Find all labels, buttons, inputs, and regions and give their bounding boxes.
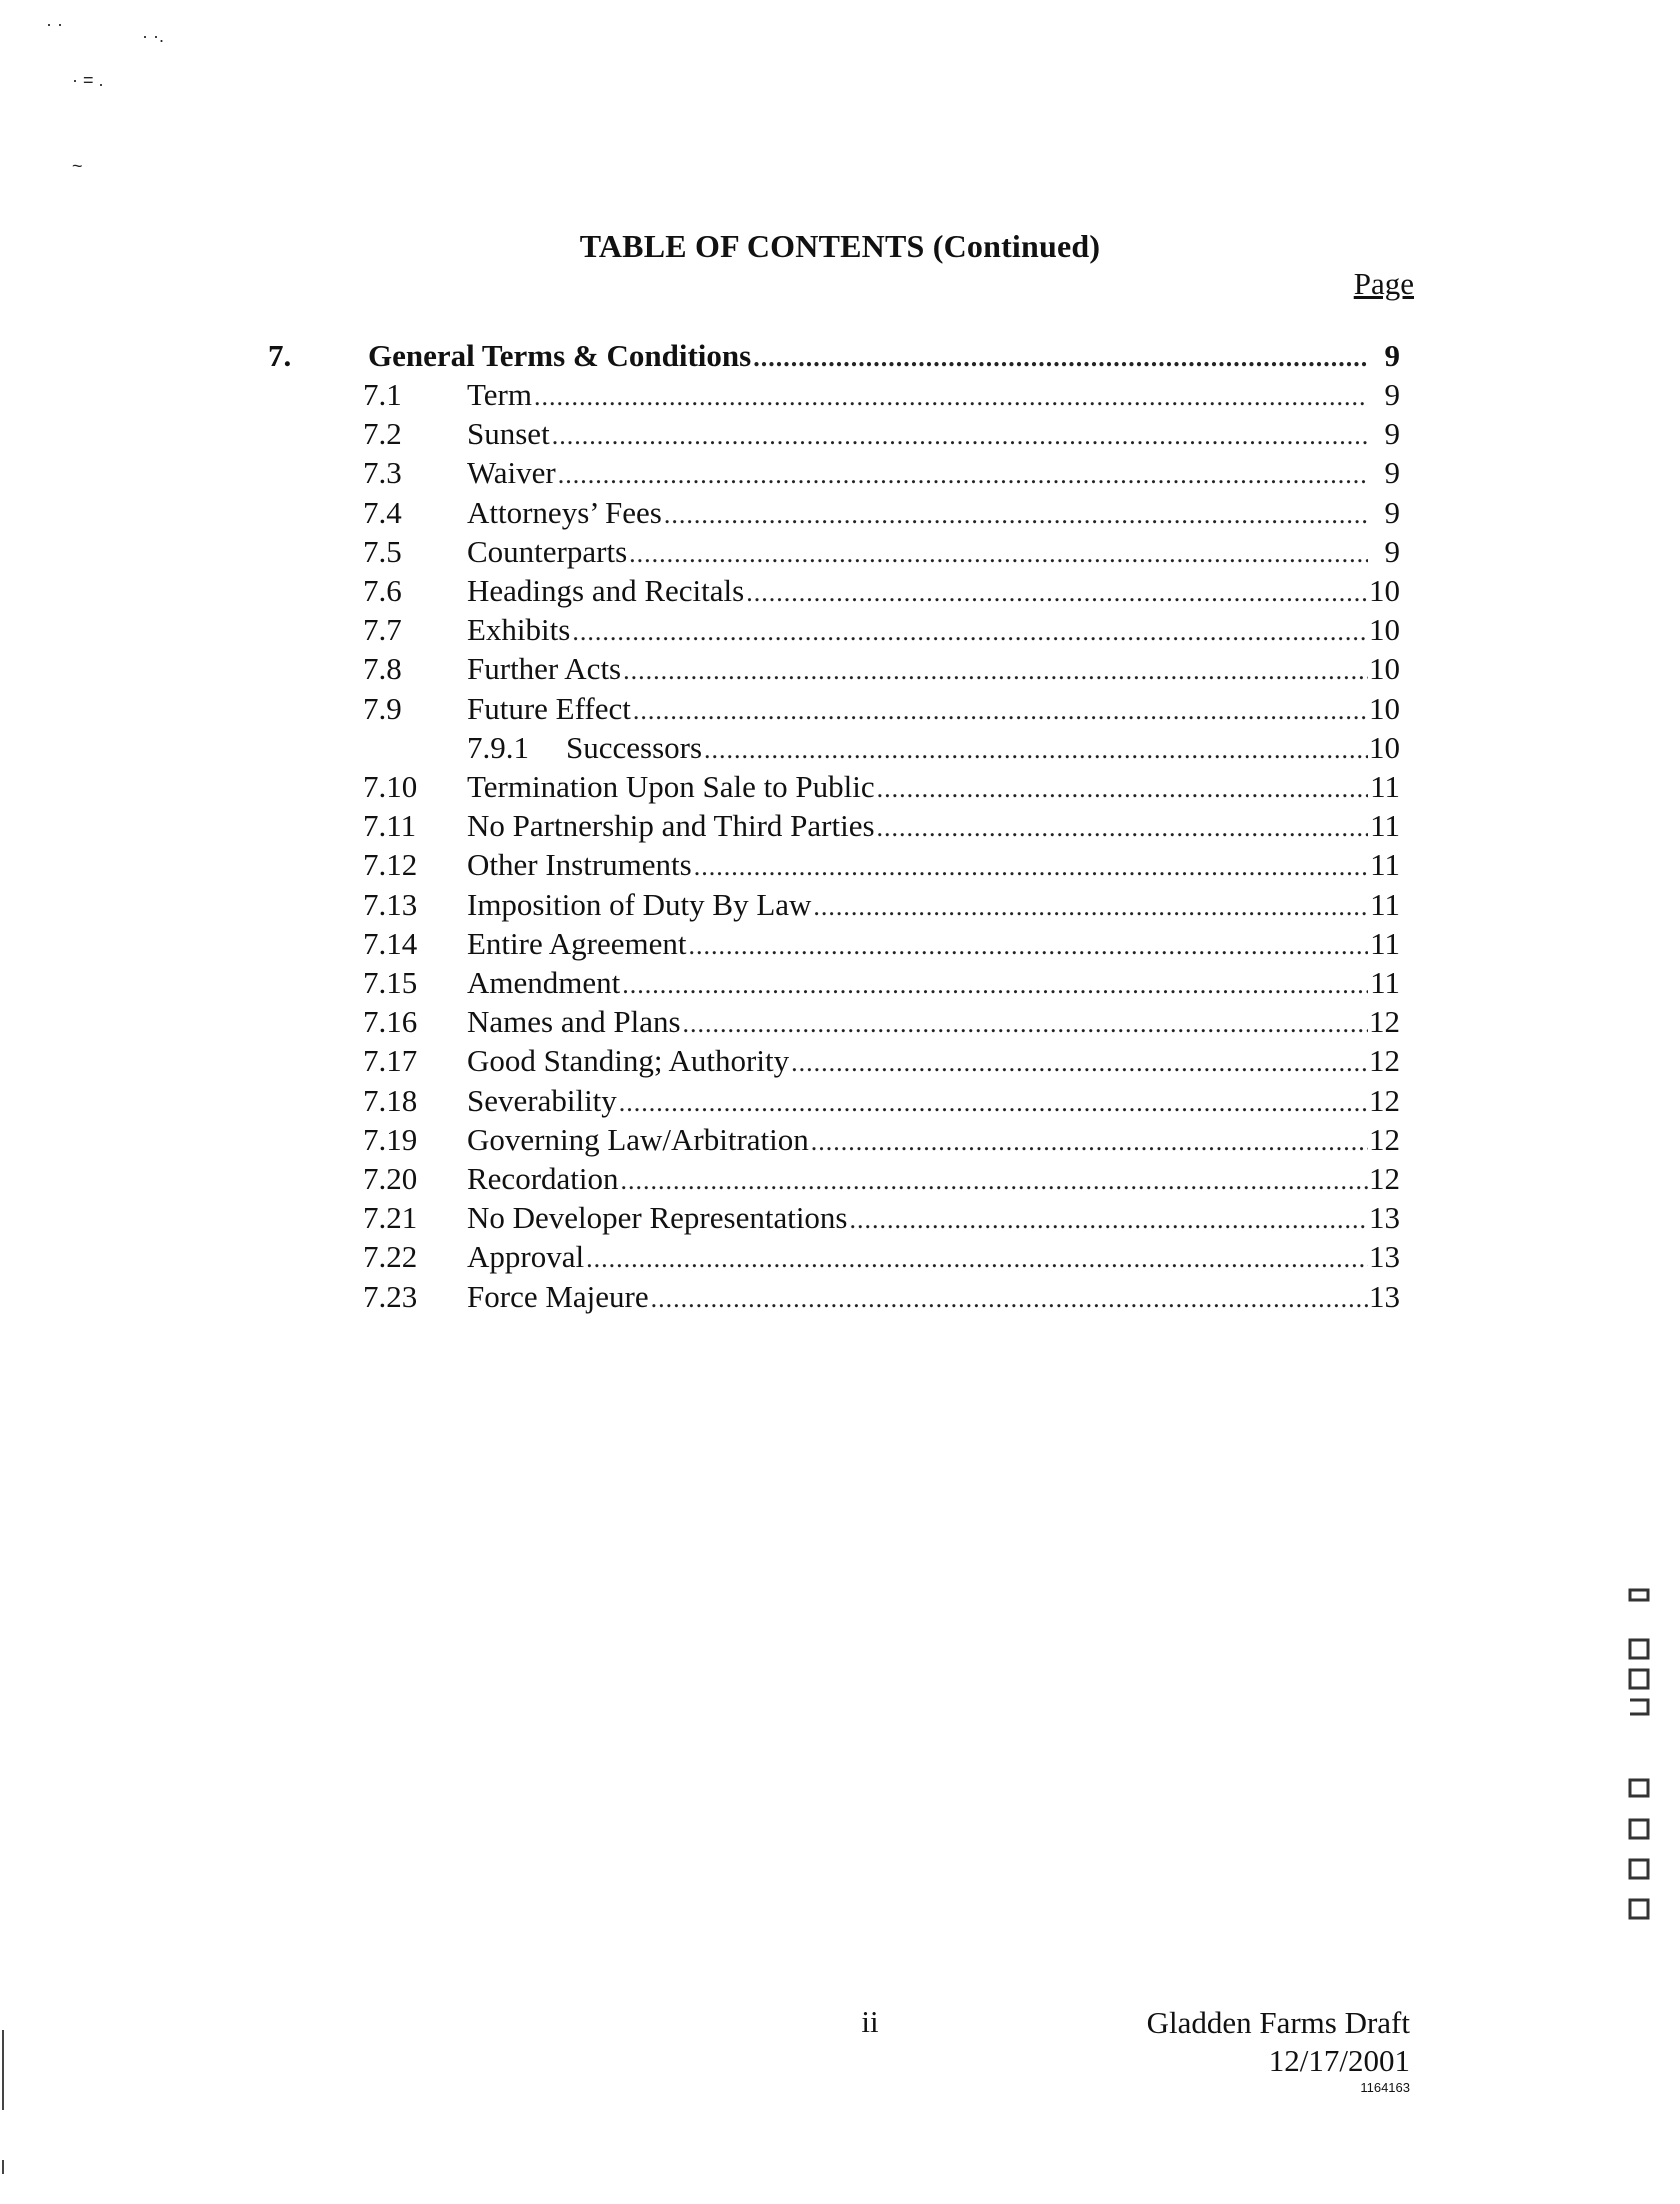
toc-entry-row	[0, 808, 1680, 846]
entry-page: 13	[1369, 1239, 1400, 1275]
page-column-header: Page	[1353, 266, 1414, 301]
toc-section-row	[0, 338, 1680, 376]
entry-title: Amendment	[467, 965, 621, 1000]
section-number: 7.	[268, 338, 292, 373]
entry-title: Further Acts	[467, 651, 622, 687]
scan-speck: ~	[72, 156, 83, 176]
entry-number: 7.22	[363, 1239, 418, 1275]
entry-page: 10	[1369, 573, 1400, 608]
toc-entry-row	[0, 534, 1680, 572]
entry-title-wrap	[467, 1043, 1368, 1079]
entry-number: 7.10	[363, 769, 418, 804]
toc-entry-row	[0, 1200, 1680, 1238]
dot-leader	[572, 612, 1368, 648]
entry-number: 7.8	[363, 651, 402, 687]
dot-leader	[622, 965, 1368, 1001]
entry-page: 12	[1369, 1161, 1400, 1196]
entry-title: Future Effect	[467, 690, 631, 726]
entry-number: 7.21	[363, 1200, 418, 1236]
entry-page: 12	[1369, 1043, 1400, 1079]
entry-title-wrap	[467, 1122, 1368, 1158]
dot-leader	[791, 1043, 1368, 1079]
dot-leader	[704, 730, 1368, 766]
entry-title: Imposition of Duty By Law	[467, 886, 812, 922]
entry-title-wrap	[467, 887, 1368, 923]
toc-entry-row	[0, 1004, 1680, 1042]
entry-title: Successors	[566, 729, 703, 765]
entry-title-wrap	[467, 808, 1368, 844]
dot-leader	[586, 1239, 1368, 1275]
dot-leader	[623, 651, 1368, 687]
dot-leader	[619, 1083, 1368, 1119]
entry-title: Sunset	[467, 416, 550, 452]
section-page: 9	[1384, 338, 1400, 373]
toc-entry-row	[0, 1122, 1680, 1160]
entry-page: 9	[1384, 455, 1400, 491]
dot-leader	[651, 1279, 1368, 1315]
entry-title: No Partnership and Third Parties	[467, 808, 875, 844]
entry-title-wrap	[467, 1239, 1368, 1275]
entry-page: 13	[1369, 1200, 1400, 1236]
section-title-wrap	[368, 338, 1368, 374]
entry-page: 10	[1369, 651, 1400, 687]
dot-leader	[850, 1200, 1369, 1236]
entry-page: 9	[1384, 533, 1400, 569]
dot-leader	[534, 377, 1368, 413]
footer-doc-name: Gladden Farms Draft	[1146, 2005, 1410, 2040]
entry-number: 7.14	[363, 925, 418, 961]
dot-leader	[813, 887, 1368, 923]
entry-number: 7.17	[363, 1043, 418, 1079]
entry-title-wrap	[467, 1200, 1368, 1236]
dot-leader	[811, 1122, 1368, 1158]
entry-title: No Developer Representations	[467, 1200, 848, 1236]
entry-title-wrap	[467, 651, 1368, 687]
toc-entry-row	[0, 1239, 1680, 1277]
entry-title: Termination Upon Sale to Public	[467, 769, 875, 804]
dot-leader	[877, 769, 1368, 805]
entry-page: 11	[1370, 847, 1400, 883]
toc-entry-row	[0, 455, 1680, 493]
toc-entry-row	[0, 847, 1680, 885]
toc-entry-row	[0, 377, 1680, 415]
entry-title: Governing Law/Arbitration	[467, 1121, 809, 1157]
entry-title-wrap	[467, 691, 1368, 727]
toc-entry-row	[0, 1043, 1680, 1081]
entry-title: Term	[467, 377, 532, 412]
entry-number: 7.13	[363, 886, 418, 922]
entry-number: 7.9	[363, 690, 402, 726]
footer-page-number: ii	[861, 2004, 879, 2039]
entry-title: Recordation	[467, 1161, 619, 1196]
entry-number: 7.15	[363, 965, 418, 1000]
entry-title-wrap	[467, 1161, 1368, 1197]
entry-page: 9	[1384, 416, 1400, 452]
entry-title: Attorneys’ Fees	[467, 494, 662, 530]
entry-number: 7.2	[363, 416, 402, 452]
toc-entry-row	[0, 887, 1680, 925]
margin-mark	[2, 2030, 4, 2110]
entry-title: Counterparts	[467, 533, 628, 569]
entry-number: 7.23	[363, 1278, 418, 1314]
entry-number: 7.1	[363, 377, 402, 412]
entry-title-wrap	[467, 1004, 1368, 1040]
dot-leader	[633, 691, 1368, 727]
toc-entry-row	[0, 926, 1680, 964]
entry-number: 7.11	[363, 808, 417, 844]
entry-title: Names and Plans	[467, 1004, 681, 1040]
toc-entry-row	[0, 416, 1680, 454]
entry-title-wrap	[467, 455, 1368, 491]
entry-title-wrap	[467, 926, 1368, 962]
margin-mark	[2, 2160, 4, 2174]
entry-title: Severability	[467, 1082, 617, 1118]
dot-leader	[689, 926, 1369, 962]
entry-title: Approval	[467, 1239, 585, 1275]
entry-number: 7.5	[363, 533, 402, 569]
entry-number: 7.4	[363, 494, 402, 530]
toc-entry-row	[0, 965, 1680, 1003]
entry-number: 7.6	[363, 573, 402, 608]
entry-number: 7.12	[363, 847, 418, 883]
entry-title: Other Instruments	[467, 847, 692, 883]
dot-leader	[877, 808, 1368, 844]
footer-date: 12/17/2001	[1268, 2043, 1410, 2078]
toc-entry-row	[0, 691, 1680, 729]
entry-number: 7.16	[363, 1004, 418, 1040]
entry-title-wrap	[566, 730, 1368, 766]
toc-entry-row	[0, 1279, 1680, 1317]
scan-speck: · = .	[72, 70, 104, 90]
entry-title: Force Majeure	[467, 1278, 649, 1314]
entry-title: Headings and Recitals	[467, 573, 745, 608]
toc-entry-row	[0, 1083, 1680, 1121]
entry-page: 9	[1384, 494, 1400, 530]
entry-title-wrap	[467, 847, 1368, 883]
entry-title-wrap	[467, 1083, 1368, 1119]
dot-leader	[753, 338, 1368, 374]
scan-speck: · ·.	[142, 26, 164, 46]
entry-title: Good Standing; Authority	[467, 1043, 790, 1079]
entry-title-wrap	[467, 416, 1368, 452]
page-title: TABLE OF CONTENTS (Continued)	[579, 228, 1101, 264]
dot-leader	[746, 573, 1368, 609]
toc-entry-row	[0, 573, 1680, 611]
entry-page: 9	[1384, 377, 1400, 412]
entry-title-wrap	[467, 573, 1368, 609]
entry-title: Waiver	[467, 455, 556, 491]
entry-page: 11	[1370, 965, 1400, 1000]
dot-leader	[683, 1004, 1368, 1040]
entry-number: 7.19	[363, 1121, 418, 1157]
footer-doc-id: 1164163	[1360, 2080, 1410, 2095]
entry-title-wrap	[467, 534, 1368, 570]
entry-page: 10	[1369, 729, 1400, 765]
toc-entry-row	[0, 1161, 1680, 1199]
section-title: General Terms & Conditions	[368, 338, 752, 373]
entry-number: 7.20	[363, 1161, 418, 1196]
entry-page: 11	[1370, 808, 1400, 844]
entry-page: 10	[1369, 612, 1400, 648]
entry-page: 12	[1369, 1004, 1400, 1040]
entry-title-wrap	[467, 612, 1368, 648]
entry-number: 7.18	[363, 1082, 418, 1118]
dot-leader	[558, 455, 1368, 491]
toc-entry-row	[0, 769, 1680, 807]
bates-stamp-graphic	[1620, 1580, 1660, 1940]
entry-number: 7.3	[363, 455, 402, 491]
entry-title-wrap	[467, 769, 1368, 805]
entry-page: 11	[1370, 769, 1400, 804]
entry-title-wrap	[467, 377, 1368, 413]
entry-page: 13	[1369, 1278, 1400, 1314]
entry-page: 11	[1370, 925, 1400, 961]
entry-title: Entire Agreement	[467, 925, 687, 961]
toc-entry-row	[0, 730, 1680, 768]
dot-leader	[629, 534, 1368, 570]
subentry-number: 7.9.1	[467, 729, 529, 765]
dot-leader	[664, 495, 1368, 531]
entry-page: 12	[1369, 1121, 1400, 1157]
entry-page: 10	[1369, 690, 1400, 726]
dot-leader	[621, 1161, 1368, 1197]
toc-entry-row	[0, 651, 1680, 689]
toc-entry-row	[0, 495, 1680, 533]
dot-leader	[552, 416, 1368, 452]
entry-number: 7.7	[363, 612, 402, 648]
footer-doc-info	[1000, 2004, 1410, 2080]
toc-entry-row	[0, 612, 1680, 650]
entry-title-wrap	[467, 495, 1368, 531]
dot-leader	[694, 847, 1368, 883]
entry-title: Exhibits	[467, 612, 571, 648]
entry-title-wrap	[467, 1279, 1368, 1315]
entry-page: 12	[1369, 1082, 1400, 1118]
entry-page: 11	[1370, 886, 1400, 922]
scan-speck: · ·	[46, 14, 63, 34]
entry-title-wrap	[467, 965, 1368, 1001]
